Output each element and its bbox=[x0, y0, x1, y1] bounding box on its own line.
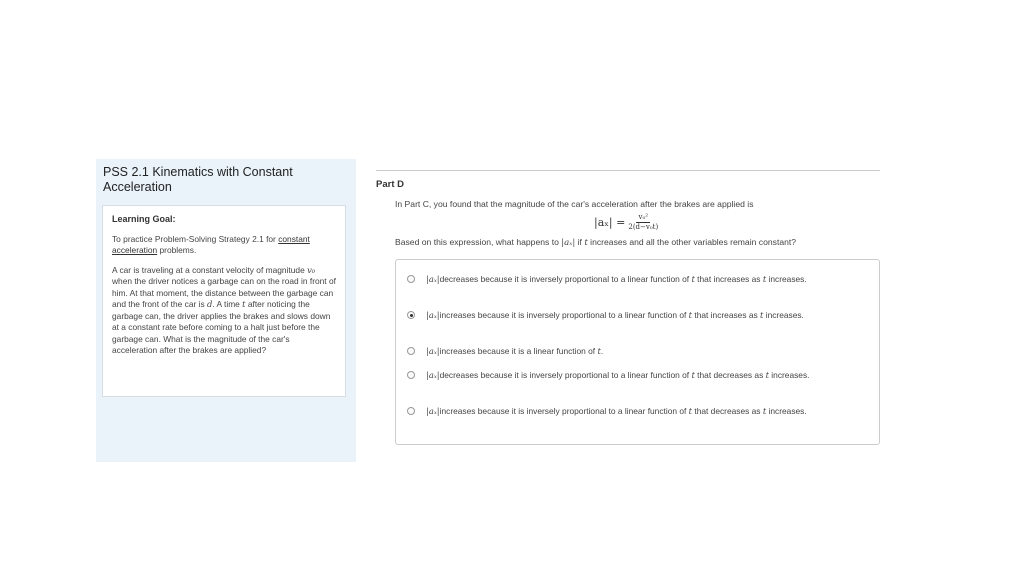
answer-text-main: increases because it is inversely proportional to a linear function of bbox=[439, 310, 689, 320]
acceleration-formula bbox=[594, 213, 658, 232]
answer-text-main: increases because it is inversely proportional to a linear function of bbox=[439, 406, 689, 416]
answer-text-tail: that increases as bbox=[694, 274, 763, 284]
radio-button[interactable] bbox=[407, 311, 415, 319]
variable-t: t bbox=[691, 274, 695, 284]
answer-text-tail: that decreases as bbox=[692, 406, 763, 416]
variable-t: t bbox=[691, 370, 695, 380]
problem-text-2: when the driver notices a garbage can on the road in front of him. At that moment, the distance between the garbage can and the front of the car is bbox=[112, 276, 336, 309]
abs-ax: |aₓ| bbox=[426, 406, 440, 416]
abs-ax: |aₓ| bbox=[426, 370, 440, 380]
goal-text-suffix: problems. bbox=[157, 245, 197, 255]
variable-t: t bbox=[597, 346, 601, 356]
answer-option-1[interactable] bbox=[396, 273, 866, 285]
problem-text-3: . A time bbox=[212, 299, 243, 309]
radio-button[interactable] bbox=[407, 275, 415, 283]
answer-text-main: decreases because it is inversely proportional to a linear function of bbox=[439, 274, 692, 284]
problem-text-1: A car is traveling at a constant velocity of magnitude bbox=[112, 264, 308, 275]
formula-denominator: 2(d−v₀t) bbox=[628, 223, 659, 231]
answer-text-main: decreases because it is inversely proportional to a linear function of bbox=[439, 370, 692, 380]
variable-t: t bbox=[242, 299, 246, 309]
radio-button[interactable] bbox=[407, 371, 415, 379]
part-title: Part D bbox=[376, 179, 404, 190]
variable-t: t bbox=[765, 370, 769, 380]
abs-ax: |aₓ| bbox=[426, 310, 440, 320]
variable-t: t bbox=[760, 310, 764, 320]
formula-fraction bbox=[628, 213, 658, 232]
question-t: t bbox=[584, 238, 588, 248]
question-text bbox=[395, 237, 796, 248]
question-text-1: Based on this expression, what happens to bbox=[395, 237, 562, 247]
question-text-2: if bbox=[575, 237, 585, 247]
divider bbox=[376, 170, 880, 171]
answer-option-4[interactable] bbox=[396, 369, 866, 381]
radio-button[interactable] bbox=[407, 347, 415, 355]
answer-text-end: increases. bbox=[766, 274, 807, 284]
variable-t: t bbox=[762, 406, 767, 416]
answer-text bbox=[426, 405, 846, 417]
learning-goal-text bbox=[112, 234, 336, 257]
answer-text-end: increases. bbox=[766, 406, 807, 416]
goal-text-prefix: To practice Problem-Solving Strategy 2.1 for bbox=[112, 233, 279, 244]
answer-text-main: increases because it is a linear function of bbox=[439, 346, 598, 356]
answer-option-5[interactable] bbox=[396, 405, 866, 417]
problem-statement bbox=[112, 265, 336, 357]
abs-ax: |aₓ| bbox=[426, 274, 440, 284]
part-intro: In Part C, you found that the magnitude of the car's acceleration after the brakes are applied is bbox=[395, 199, 754, 209]
answer-text-tail: that decreases as bbox=[694, 370, 766, 380]
radio-button[interactable] bbox=[407, 407, 415, 415]
question-abs: |aₓ| bbox=[561, 238, 576, 248]
abs-ax: |aₓ| bbox=[426, 346, 440, 356]
answer-text-end: increases. bbox=[763, 310, 804, 320]
answer-text-tail: . bbox=[600, 346, 604, 356]
answer-option-3[interactable] bbox=[396, 345, 866, 357]
variable-t: t bbox=[688, 310, 693, 320]
variable-v0: v₀ bbox=[307, 264, 316, 275]
problem-sidebar bbox=[96, 159, 356, 462]
formula-numerator: v₀² bbox=[638, 213, 649, 221]
problem-title: PSS 2.1 Kinematics with Constant Acceleration bbox=[103, 165, 293, 194]
learning-goal-label: Learning Goal: bbox=[112, 214, 176, 224]
answer-text-end: increases. bbox=[768, 370, 810, 380]
question-text-3: increases and all the other variables remain constant? bbox=[587, 237, 797, 247]
learning-goal-box bbox=[102, 205, 346, 397]
variable-t: t bbox=[762, 274, 767, 284]
answer-option-2[interactable] bbox=[396, 309, 866, 321]
answer-text bbox=[426, 369, 846, 381]
formula-lhs: |aₓ| = bbox=[594, 216, 626, 229]
answer-choices bbox=[395, 259, 880, 445]
answer-text bbox=[426, 345, 846, 357]
answer-text bbox=[426, 273, 846, 285]
constant-acceleration-link[interactable]: constant acceleration bbox=[112, 233, 310, 255]
answer-text-tail: that increases as bbox=[692, 310, 761, 320]
variable-d: d bbox=[206, 299, 213, 309]
variable-t: t bbox=[688, 406, 693, 416]
answer-text bbox=[426, 309, 846, 321]
problem-text-4: after noticing the garbage can, the driver applies the brakes and slows down at a constant rate before coming to a halt just before the garbage can. What is the magnitude of the car's acceleration after the brakes are applied? bbox=[112, 299, 331, 355]
